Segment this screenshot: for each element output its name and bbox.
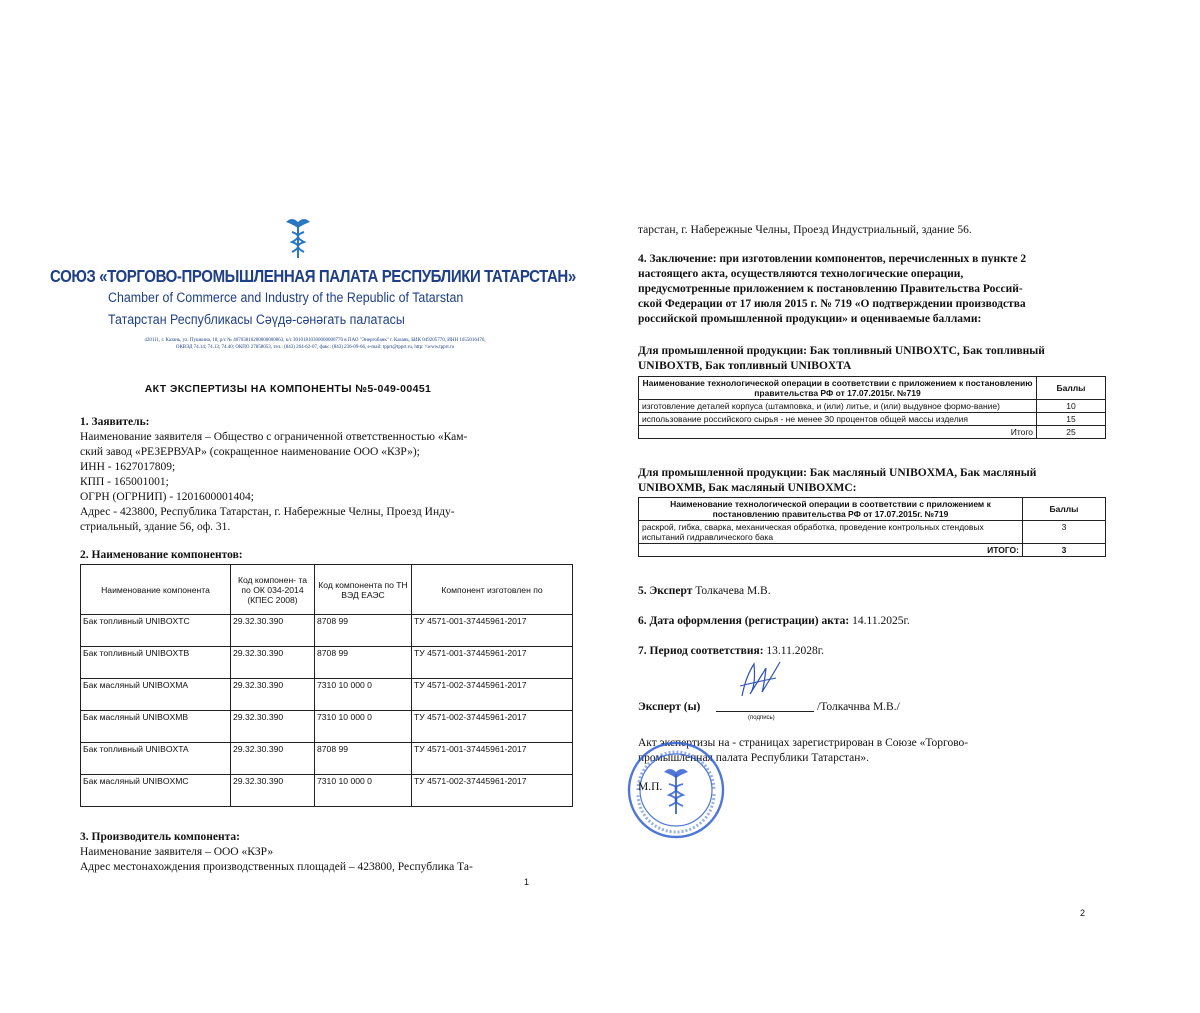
letterhead-title-ru: СОЮЗ «ТОРГОВО-ПРОМЫШЛЕННАЯ ПАЛАТА РЕСПУБЛИКИ ТАТАРСТАН» (50, 266, 576, 286)
table-row (639, 413, 1106, 426)
issue-date-value: 14.11.2025г. (852, 615, 910, 627)
table-cell-okpd: 29.32.30.390 (231, 711, 315, 743)
applicant-name-line: Наименование заявителя – Общество с ограниченной ответственностью «Кам- (80, 431, 468, 443)
registration-line: Акт экспертизы на - страницах зарегистрирован в Союзе «Торгово- (638, 737, 969, 749)
table-cell-tnved: 7310 10 000 0 (315, 711, 412, 743)
operation-header: Наименование технологической операции в соответствии с приложением к постановлению правительства РФ от 17.07.2015г. №719 (639, 377, 1037, 400)
table-cell-tnved: 7310 10 000 0 (315, 679, 412, 711)
applicant-address-line: Адрес - 423800, Республика Татарстан, г. Набережные Челны, Проезд Инду- (80, 506, 455, 518)
expert-signature-label: Эксперт (ы) (638, 701, 701, 713)
total-label: ИТОГО: (639, 544, 1023, 557)
product-group-line: UNIBOXMB, Бак масляный UNIBOXMC: (638, 482, 857, 494)
table-row (81, 647, 573, 679)
letterhead-address-line: ОКВЭД 74.14; 74.13; 74.40; ОКПО 27858053, тел.: (843) 264-62-07, факс: (843) 236-09-66, e-mail: tpprt@tpprt.ru, http: \\www.tpprt.ru (175, 345, 455, 350)
table-cell-name: Бак топливный UNIBOXTA (81, 743, 231, 775)
table-cell-okpd: 29.32.30.390 (231, 775, 315, 807)
signature-line (716, 711, 814, 712)
conclusion-line: российской промышленной продукции» и оцениваемые баллами: (638, 313, 982, 325)
document-page-1 (28, 190, 576, 890)
total-label: Итого (639, 426, 1037, 439)
expert-value: Толкачева М.В. (695, 585, 771, 597)
expert-line (638, 584, 771, 599)
product-group-1 (638, 344, 1045, 374)
points-cell: 3 (1023, 521, 1106, 544)
total-value: 25 (1037, 426, 1106, 439)
applicant-block (80, 430, 574, 535)
points-cell: 15 (1037, 413, 1106, 426)
expert-label: 5. Эксперт (638, 585, 693, 597)
document-page-2 (596, 190, 1116, 925)
table-row (81, 615, 573, 647)
table-row (639, 400, 1106, 413)
column-header-tnved: Код компонента по ТН ВЭД ЕАЭС (315, 565, 412, 615)
table-cell-tnved: 8708 99 (315, 647, 412, 679)
signature-icon (736, 656, 788, 702)
operations-table-fuel (638, 376, 1106, 439)
product-group-line: UNIBOXTB, Бак топливный UNIBOXTA (638, 360, 852, 372)
letterhead-address (70, 337, 560, 351)
table-cell-tu: ТУ 4571-001-37445961-2017 (412, 615, 573, 647)
table-cell-tu: ТУ 4571-001-37445961-2017 (412, 743, 573, 775)
applicant-name-line: ский завод «РЕЗЕРВУАР» (сокращенное наименование ООО «КЗР»); (80, 446, 420, 458)
operation-cell: раскрой, гибка, сварка, механическая обработка, проведение контрольных стендовых испытаний гидравлического бака (639, 521, 1023, 544)
validity-label: 7. Период соответствия: (638, 645, 764, 657)
conclusion-line: ской Федерации от 17 июля 2015 г. № 719 «О подтверждении производства (638, 298, 1026, 310)
table-row (81, 743, 573, 775)
operations-table-oil (638, 497, 1106, 557)
points-header: Баллы (1037, 377, 1106, 400)
total-value: 3 (1023, 544, 1106, 557)
column-header-okpd: Код компонен- та по ОК 034-2014 (КПЕС 2008) (231, 565, 315, 615)
operation-cell: использование российского сырья - не менее 30 процентов общей массы изделия (639, 413, 1037, 426)
points-cell: 10 (1037, 400, 1106, 413)
signature-caption: (подпись) (748, 715, 775, 721)
table-cell-tnved: 7310 10 000 0 (315, 775, 412, 807)
column-header-made-by: Компонент изготовлен по (412, 565, 573, 615)
table-row (81, 679, 573, 711)
table-cell-tu: ТУ 4571-002-37445961-2017 (412, 679, 573, 711)
table-cell-okpd: 29.32.30.390 (231, 679, 315, 711)
issue-date-line (638, 614, 910, 629)
components-table (80, 564, 573, 807)
column-header-name: Наименование компонента (81, 565, 231, 615)
letterhead-address-line: 420111, г. Казань, ул. Пушкина, 18, р/с № 40703810200000000063, к/с 30101810300000000770 в ПАО "Энергобанк" г. Казань, БИК 049205770, ИНН 1655016476, (144, 338, 486, 343)
section-1-heading: 1. Заявитель: (80, 416, 150, 428)
conclusion-line: настоящего акта, осуществляются технологические операции, (638, 268, 964, 280)
applicant-ogrn: ОГРН (ОГРНИП) - 1201600001404; (80, 491, 254, 503)
conclusion-line: предусмотренные приложением к постановлению Правительства Россий- (638, 283, 1023, 295)
expert-signature-name: /Толкачнва М.В./ (817, 701, 900, 713)
issue-date-label: 6. Дата оформления (регистрации) акта: (638, 615, 850, 627)
letterhead-title-en: Chamber of Commerce and Industry of the Republic of Tatarstan (108, 290, 464, 305)
section-2-heading: 2. Наименование компонентов: (80, 549, 243, 561)
applicant-kpp: КПП - 165001001; (80, 476, 169, 488)
product-group-line: Для промышленной продукции: Бак топливный UNIBOXTC, Бак топливный (638, 345, 1045, 357)
letterhead-title-tt: Татарстан Республикасы Сәүдә-сәнәгать палатасы (108, 312, 405, 327)
conclusion-block (638, 252, 1106, 327)
conclusion-line: 4. Заключение: при изготовлении компонентов, перечисленных в пункте 2 (638, 253, 1027, 265)
page-number: 2 (1080, 908, 1086, 918)
table-cell-name: Бак топливный UNIBOXTC (81, 615, 231, 647)
product-group-2 (638, 466, 1036, 496)
table-cell-name: Бак топливный UNIBOXTB (81, 647, 231, 679)
applicant-inn: ИНН - 1627017809; (80, 461, 176, 473)
table-cell-tu: ТУ 4571-002-37445961-2017 (412, 711, 573, 743)
table-cell-name: Бак масляный UNIBOXMB (81, 711, 231, 743)
registration-line: промышленная палата Республики Татарстан». (638, 752, 870, 764)
table-row (81, 711, 573, 743)
table-cell-okpd: 29.32.30.390 (231, 647, 315, 679)
applicant-address-line: стриальный, здание 56, оф. 31. (80, 521, 231, 533)
table-cell-tnved: 8708 99 (315, 615, 412, 647)
operation-header: Наименование технологической операции в соответствии с приложением к постановлению правительства РФ от 17.07.2015г. №719 (639, 498, 1023, 521)
table-cell-tu: ТУ 4571-001-37445961-2017 (412, 647, 573, 679)
table-cell-tu: ТУ 4571-002-37445961-2017 (412, 775, 573, 807)
product-group-line: Для промышленной продукции: Бак масляный UNIBOXMA, Бак масляный (638, 467, 1037, 479)
table-cell-okpd: 29.32.30.390 (231, 743, 315, 775)
table-row (81, 775, 573, 807)
operation-cell: изготовление деталей корпуса (штамповка, и (или) литье, и (или) выдувное формо-вание) (639, 400, 1037, 413)
table-cell-okpd: 29.32.30.390 (231, 615, 315, 647)
document-title: АКТ ЭКСПЕРТИЗЫ НА КОМПОНЕНТЫ №5-049-00451 (144, 383, 432, 395)
validity-value: 13.11.2028г. (766, 645, 825, 657)
points-header: Баллы (1023, 498, 1106, 521)
chamber-emblem-icon (284, 216, 312, 260)
table-row (639, 521, 1106, 544)
seal-placeholder-mp: М.П. (638, 781, 663, 793)
manufacturer-address: Адрес местонахождения производственных площадей – 423800, Республика Та- (80, 861, 473, 873)
address-continued: тарстан, г. Набережные Челны, Проезд Индустриальный, здание 56. (638, 224, 972, 236)
table-cell-name: Бак масляный UNIBOXMA (81, 679, 231, 711)
page-number: 1 (524, 877, 530, 887)
validity-line (638, 644, 824, 659)
manufacturer-name: Наименование заявителя – ООО «КЗР» (80, 846, 274, 858)
table-cell-name: Бак масляный UNIBOXMC (81, 775, 231, 807)
table-cell-tnved: 8708 99 (315, 743, 412, 775)
section-3-heading: 3. Производитель компонента: (80, 831, 240, 843)
